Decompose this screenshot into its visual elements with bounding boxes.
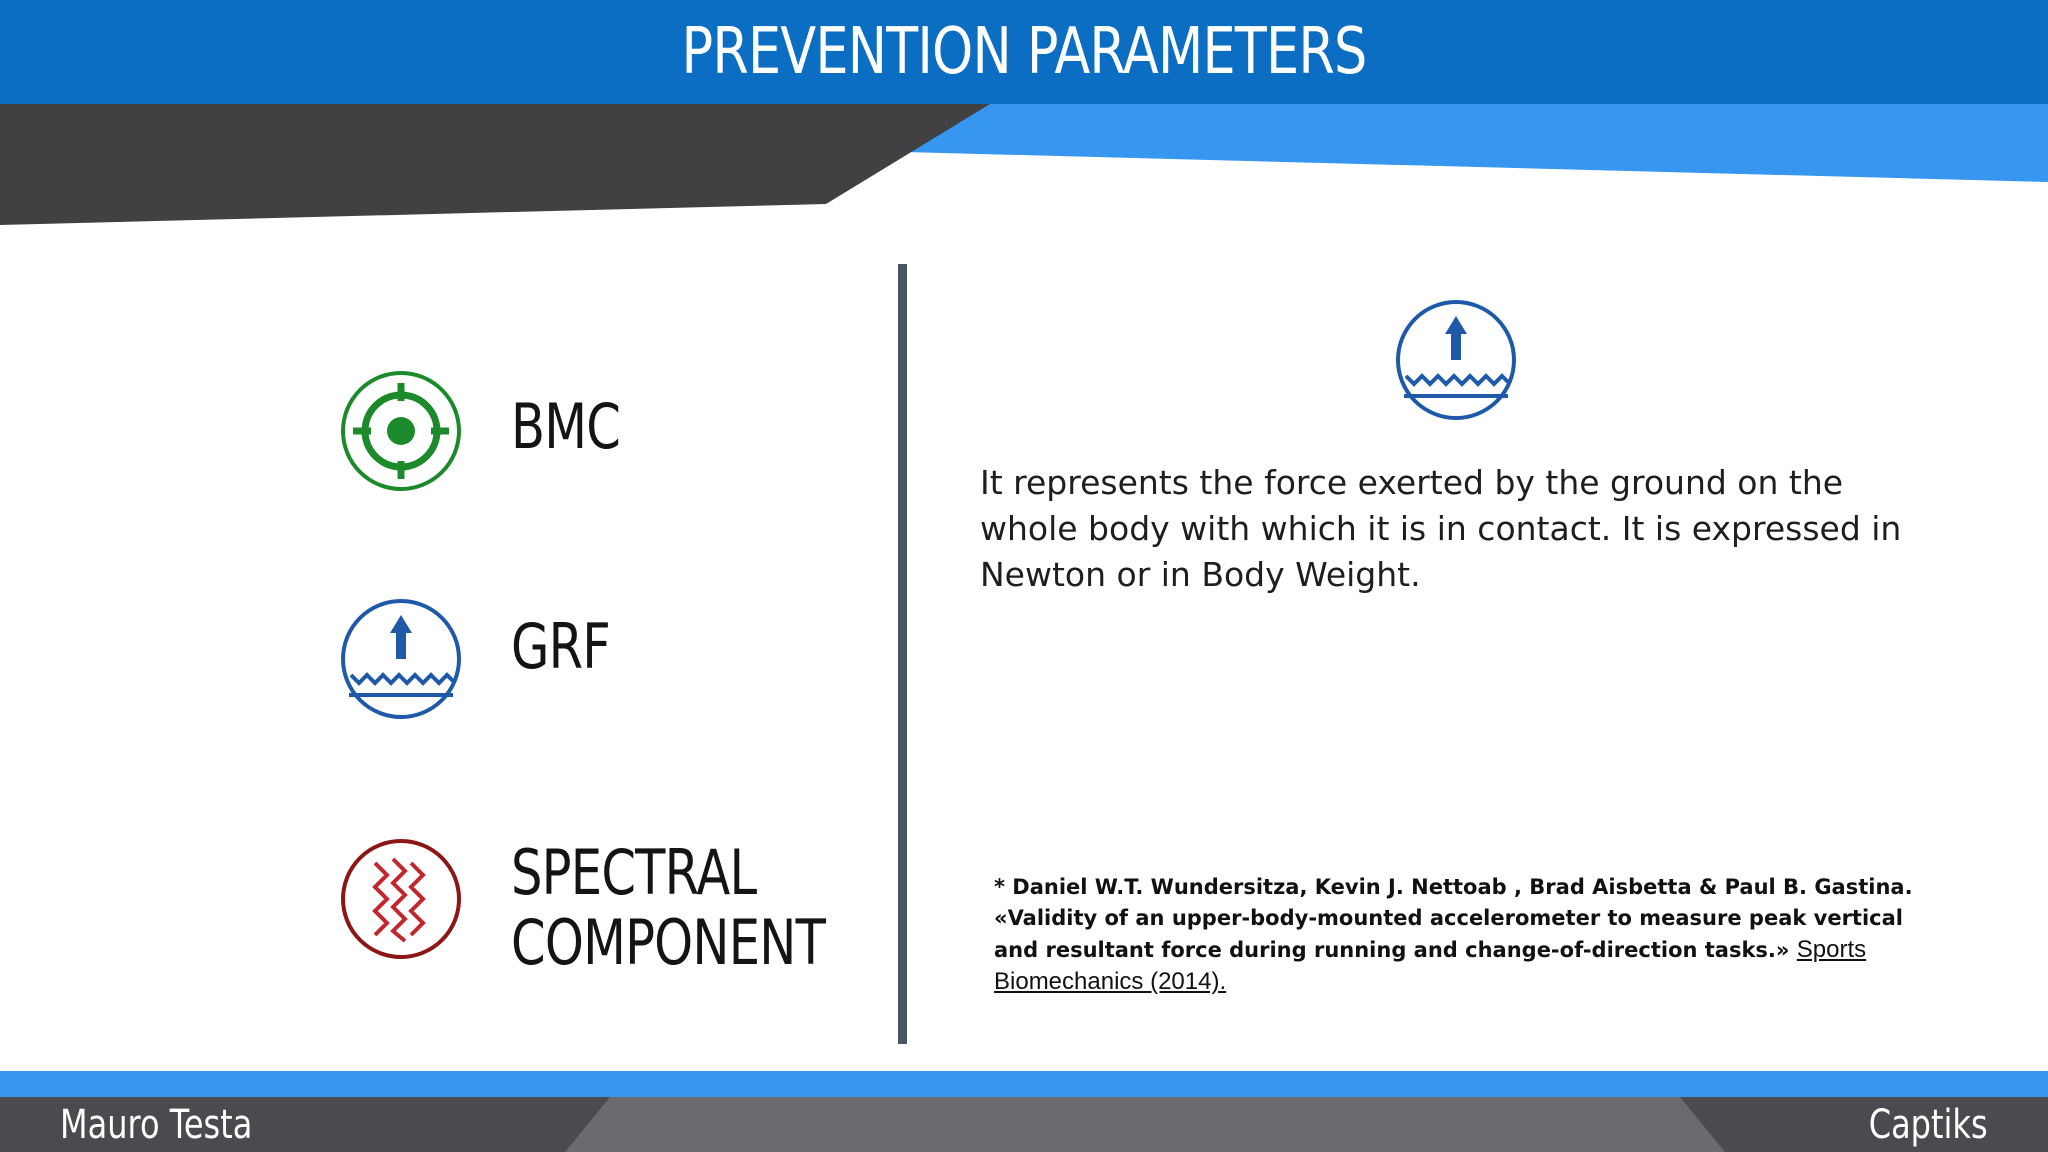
header-decoration [0,104,2048,229]
citation-text: * Daniel W.T. Wundersitza, Kevin J. Nettoab , Brad Aisbetta & Paul B. Gastina. «Validity of an upper-body-mounted accelerometer to measure peak vertical and resultant force during running and change-of-direction tasks.» [994,875,1913,962]
footer-brand: Captiks [1869,1101,1988,1148]
citation-source-link[interactable]: Sports Biomechanics (2014). [994,936,1867,995]
parameter-description: It represents the force exerted by the ground on the whole body with which it is in contact. It is expressed in Newton or in Body Weight. [980,463,1902,594]
vertical-divider [898,264,907,1044]
parameter-label-bmc: BMC [511,390,621,463]
detail-ground-force-arrow-icon [1392,296,1520,424]
parameter-label-spectral: SPECTRAL [511,836,757,909]
spectral-zigzag-icon [337,835,465,963]
parameter-label-component: COMPONENT [511,906,826,979]
ground-force-arrow-icon [337,595,465,723]
footer-center-panel [0,1097,2048,1152]
footer-author: Mauro Testa [60,1101,253,1148]
footer-accent-stripe [0,1071,2048,1097]
header-dark-band [0,104,990,225]
citation [994,872,1954,998]
header-blue-wedge [900,104,2048,182]
parameter-label-grf: GRF [511,610,611,683]
target-icon [337,367,465,495]
slide-title: PREVENTION PARAMETERS [681,15,1367,89]
